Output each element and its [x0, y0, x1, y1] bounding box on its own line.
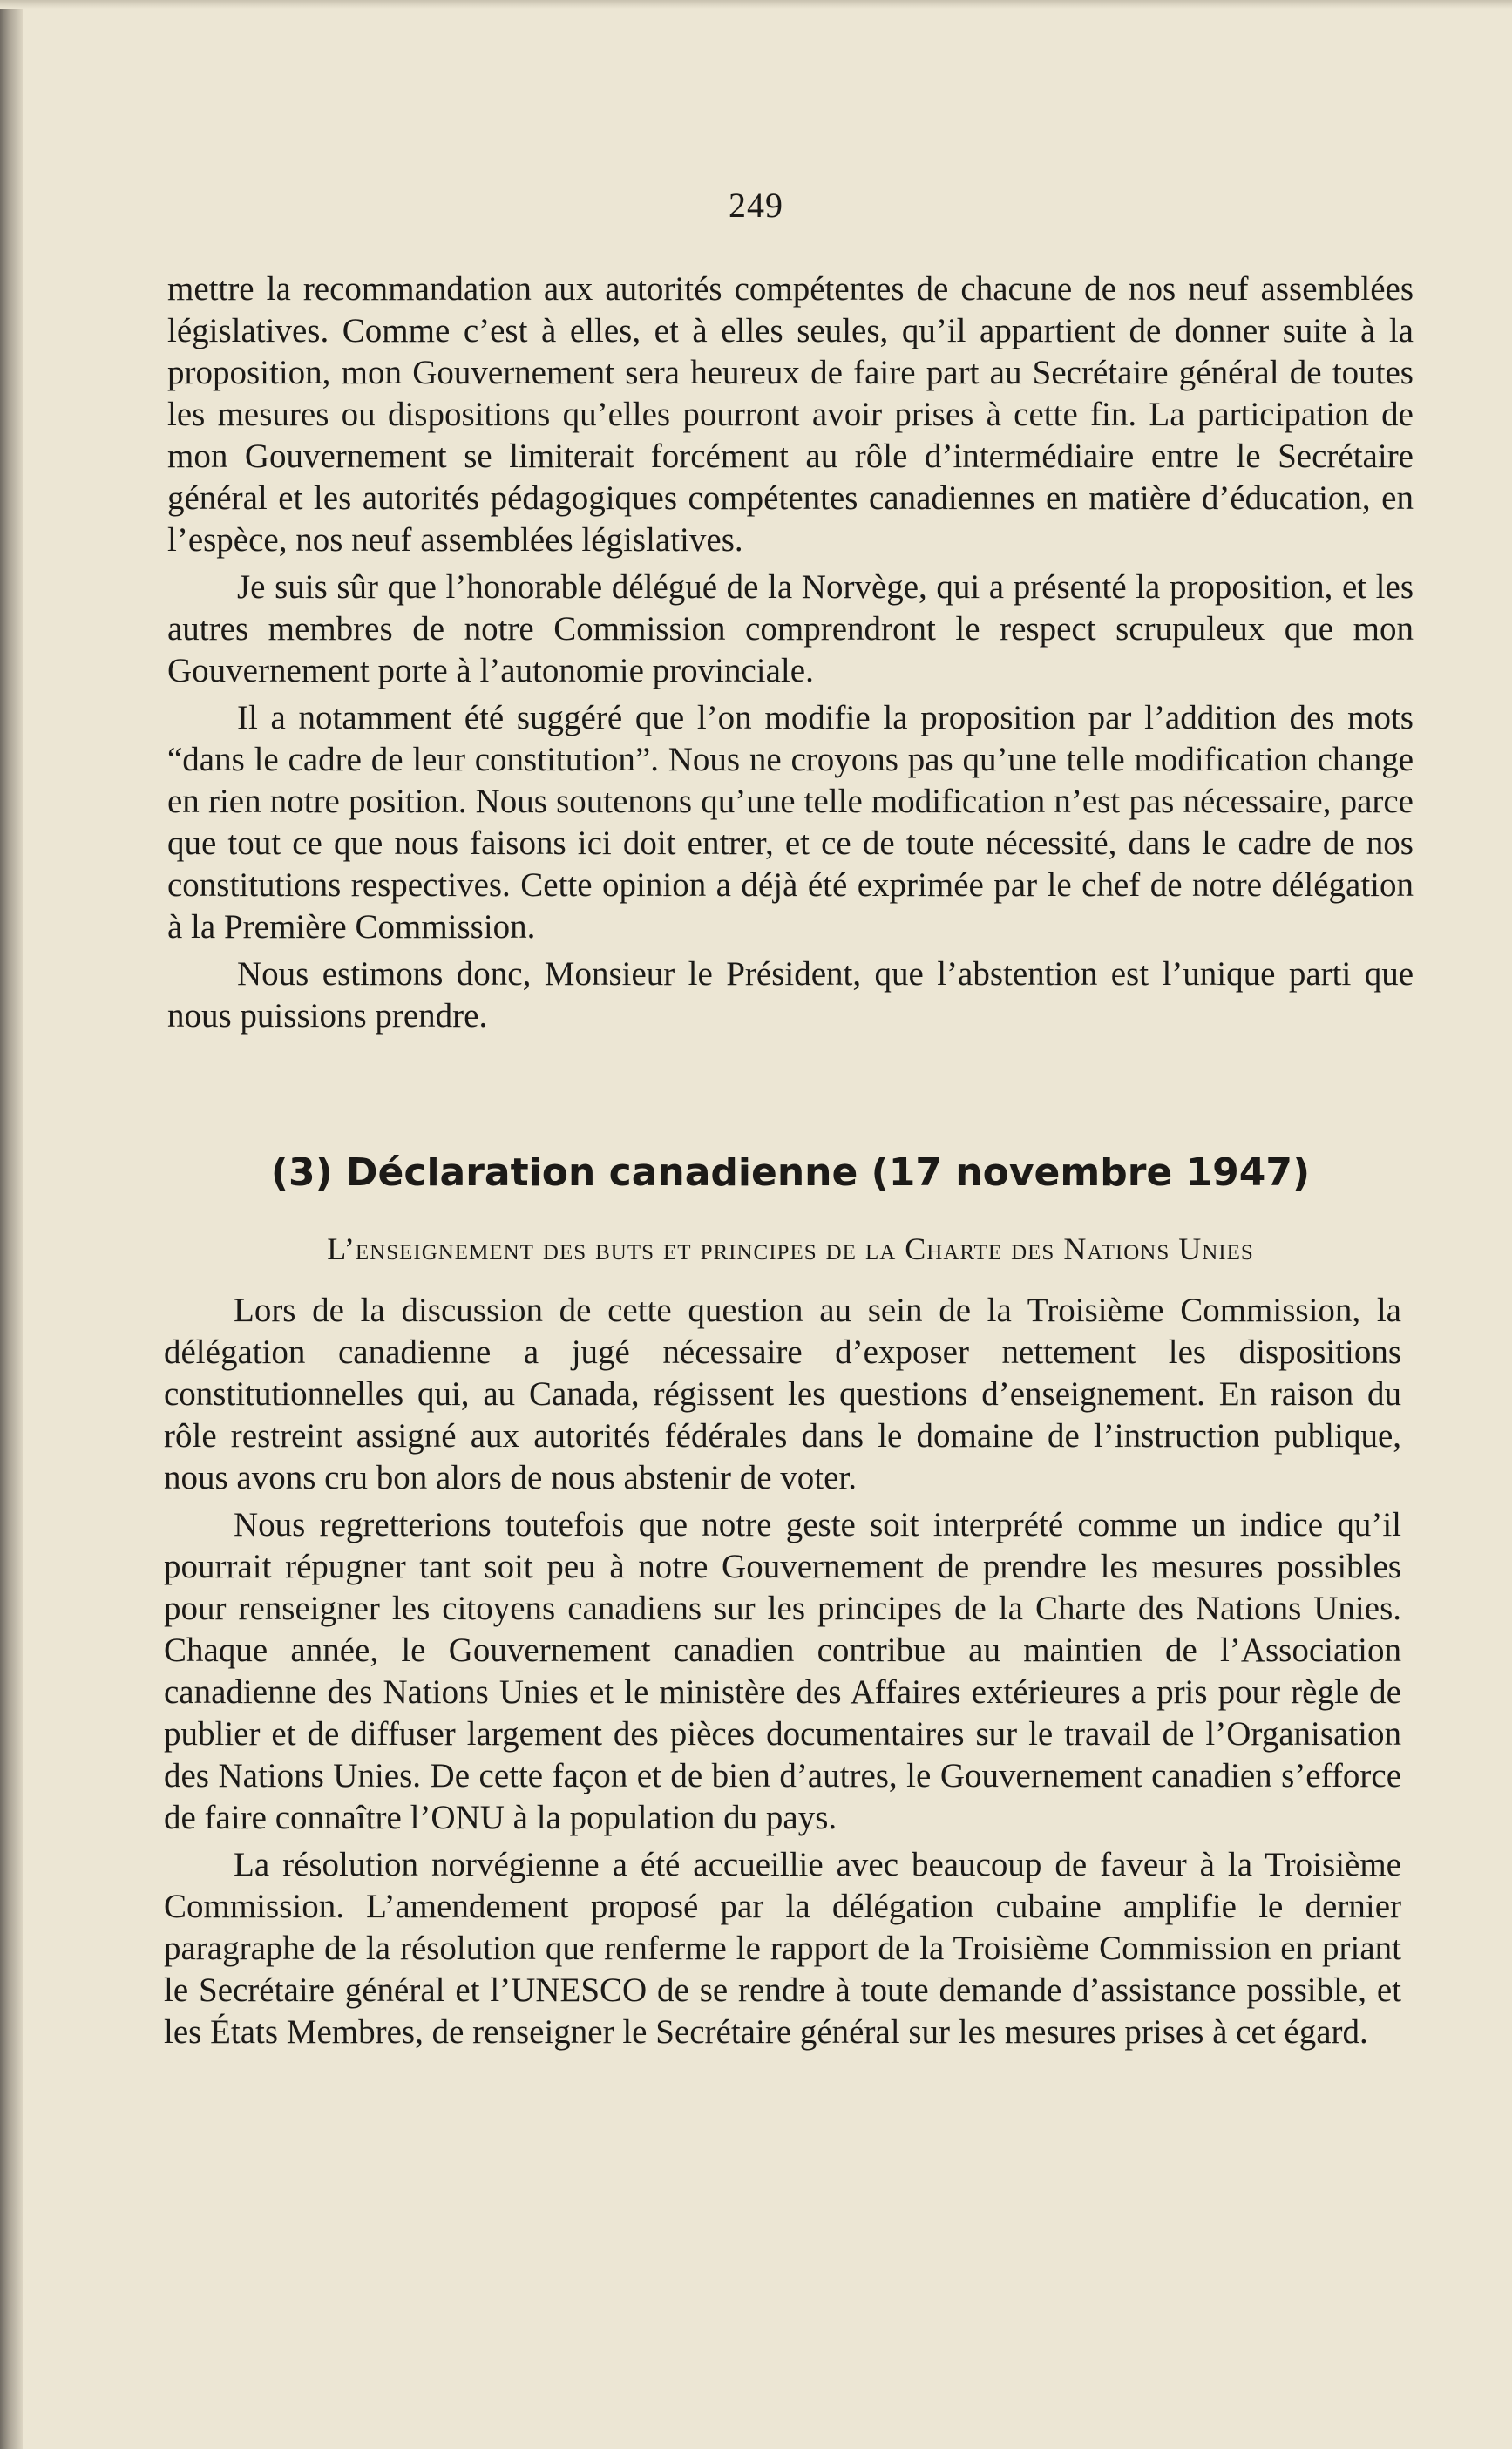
paragraph-discussion: Lors de la discussion de cette question au sein de la Troisième Commission, la délégation canadienne a jugé nécessaire d’exposer nettement les dispositions constitutionnelles qui, au Canada, régissent les questions d’enseignement. En raison du rôle restreint assigné aux autorités fédérales dans le domaine de l’instruction publique, nous avons cru bon alors de nous abstenir de voter. — [164, 1292, 1401, 1496]
paragraph-abstention: Nous estimons donc, Monsieur le Président, que l’abstention est l’unique parti que nous puissions prendre. — [167, 955, 1414, 1035]
paragraph-regret: Nous regretterions toutefois que notre geste soit interprété comme un indice qu’il pourrait répugner tant soit peu à notre Gouvernement de prendre les mesures possibles pour renseigner les citoyens canadiens sur les principes de la Charte des Nations Unies. Chaque année, le Gouvernement canadien contribue au maintien de l’Association canadienne des Nations Unies et le ministère des Affaires extérieures a pris pour règle de publier et de diffuser largement des pièces documentaires sur le travail de l’Organisation des Nations Unies. De cette façon et de bien d’autres, le Gouvernement canadien s’efforce de faire connaître l’ONU à la population du pays. — [164, 1506, 1401, 1836]
page-number: 249 — [729, 186, 783, 225]
paragraph-continuation: mettre la recommandation aux autorités compétentes de chacune de nos neuf assemblées législatives. Comme c’est à elles, et à elles seules, qu’il appartient de donner suite à la proposition, mon Gouvernement sera heureux de faire part au Secrétaire général de toutes les mesures ou dispositions qu’elles pourront avoir prises à cette fin. La participation de mon Gouvernement se limiterait forcément au rôle d’intermédiaire entre le Secrétaire général et les autorités pédagogiques compétentes canadiennes en matière d’éducation, en l’espèce, nos neuf assemblées législatives. — [167, 270, 1414, 559]
page-top-edge — [0, 0, 1512, 9]
section-heading: (3) Déclaration canadienne (17 novembre 1947) — [270, 1150, 1311, 1195]
body-text-part-1 — [167, 268, 1414, 1042]
book-spine-shadow — [0, 0, 23, 2449]
section-subheading: L’enseignement des buts et principes de la Charte des Nations Unies — [327, 1231, 1254, 1266]
paragraph-amendment: Il a notamment été suggéré que l’on modifie la proposition par l’addition des mots “dans le cadre de leur constitution”. Nous ne croyons pas qu’une telle modification change en rien notre position. Nous soutenons qu’une telle modification n’est pas nécessaire, parce que tout ce que nous faisons ici doit entrer, et ce de toute nécessité, dans le cadre de nos constitutions respectives. Cette opinion a déjà été exprimée par le chef de notre délégation à la Première Commission. — [167, 699, 1414, 946]
paragraph-norway-delegate: Je suis sûr que l’honorable délégué de la Norvège, qui a présenté la proposition, et les autres membres de notre Commission comprendront le respect scrupuleux que mon Gouvernement porte à l’autonomie provinciale. — [167, 568, 1414, 689]
body-text-part-2 — [164, 1290, 1401, 2059]
paragraph-resolution: La résolution norvégienne a été accueillie avec beaucoup de faveur à la Troisième Commission. L’amendement proposé par la délégation cubaine amplifie le dernier paragraphe de la résolution que renferme le rapport de la Troisième Commission en priant le Secrétaire général et l’UNESCO de se rendre à toute demande d’assistance possible, et les États Membres, de renseigner le Secrétaire général sur les mesures prises à cet égard. — [164, 1846, 1401, 2051]
